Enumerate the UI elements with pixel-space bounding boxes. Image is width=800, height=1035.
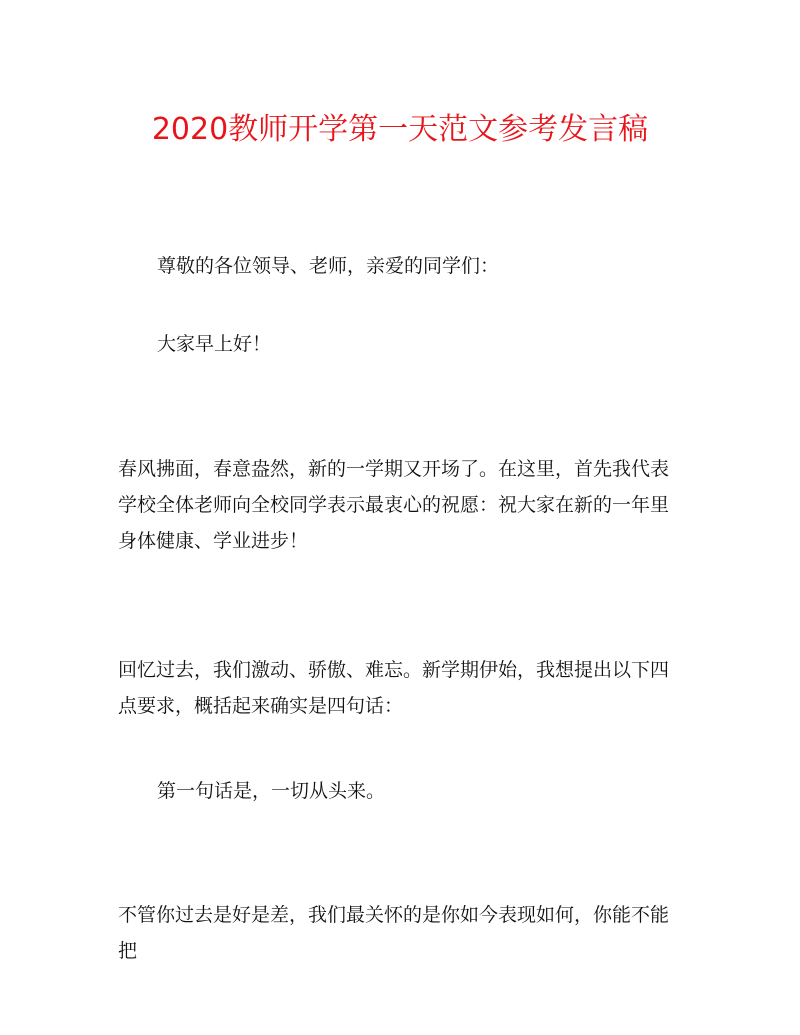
- body-paragraph: 回忆过去，我们激动、骄傲、难忘。新学期伊始，我想提出以下四点要求，概括起来确实是四句话：: [118, 659, 670, 717]
- body-paragraph: 第一句话是，一切从头来。: [157, 780, 386, 802]
- greeting-paragraph: 大家早上好！: [157, 333, 272, 355]
- salutation-paragraph: 尊敬的各位领导、老师，亲爱的同学们：: [157, 255, 500, 277]
- body-paragraph: 不管你过去是好是差，我们最关怀的是你如今表现如何，你能不能把: [118, 904, 670, 962]
- body-paragraph: 春风拂面，春意盎然，新的一学期又开场了。在这里，首先我代表学校全体老师向全校同学表示最衷心的祝愿：祝大家在新的一年里身体健康、学业进步！: [118, 458, 670, 552]
- document-title: 2020教师开学第一天范文参考发言稿: [151, 112, 649, 147]
